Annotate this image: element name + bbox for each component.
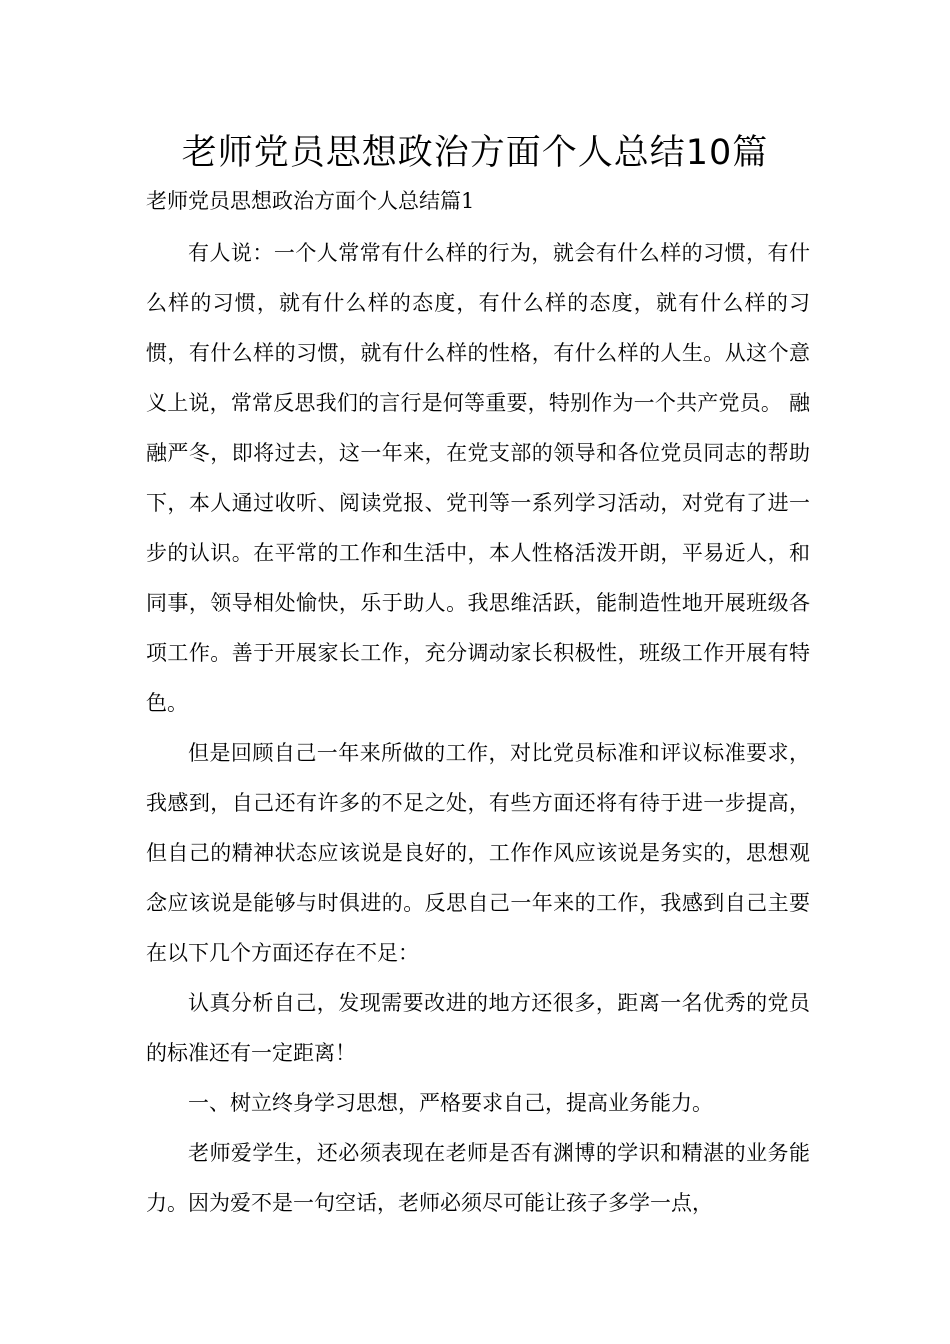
body-paragraph-4: 一、树立终身学习思想，严格要求自己，提高业务能力。 xyxy=(188,1091,713,1115)
document-title: 老师党员思想政治方面个人总结10篇 xyxy=(181,133,769,173)
body-paragraph-3: 认真分析自己，发现需要改进的地方还很多，距离一名优秀的党员的标准还有一定距离！ xyxy=(146,991,810,1065)
section-heading: 老师党员思想政治方面个人总结篇1 xyxy=(146,189,475,213)
document-body xyxy=(146,228,810,1228)
body-paragraph-5: 老师爱学生，还必须表现在老师是否有渊博的学识和精湛的业务能力。因为爱不是一句空话，老师必须尽可能让孩子多学一点， xyxy=(146,1141,810,1215)
body-paragraph-1: 有人说：一个人常常有什么样的行为，就会有什么样的习惯，有什么样的习惯，就有什么样的态度，有什么样的态度，就有什么样的习惯，有什么样的习惯，就有什么样的性格，有什么样的人生。从这个意义上说，常常反思我们的言行是何等重要，特别作为一个共产党员。 融融严冬，即将过去，这一年来，在党支部的领导和各位党员同志的帮助下，本人通过收听、阅读党报、党刊等一系列学习活动，对党有了进一步的认识。在平常的工作和生活中，本人性格活泼开朗，平易近人，和同事，领导相处愉快，乐于助人。我思维活跃，能制造性地开展班级各项工作。善于开展家长工作，充分调动家长积极性，班级工作开展有特色。 xyxy=(146,241,810,715)
body-paragraph-2: 但是回顾自己一年来所做的工作，对比党员标准和评议标准要求，我感到，自己还有许多的不足之处，有些方面还将有待于进一步提高，但自己的精神状态应该说是良好的，工作作风应该说是务实的，思想观念应该说是能够与时俱进的。反思自己一年来的工作，我感到自己主要在以下几个方面还存在不足： xyxy=(146,741,810,965)
